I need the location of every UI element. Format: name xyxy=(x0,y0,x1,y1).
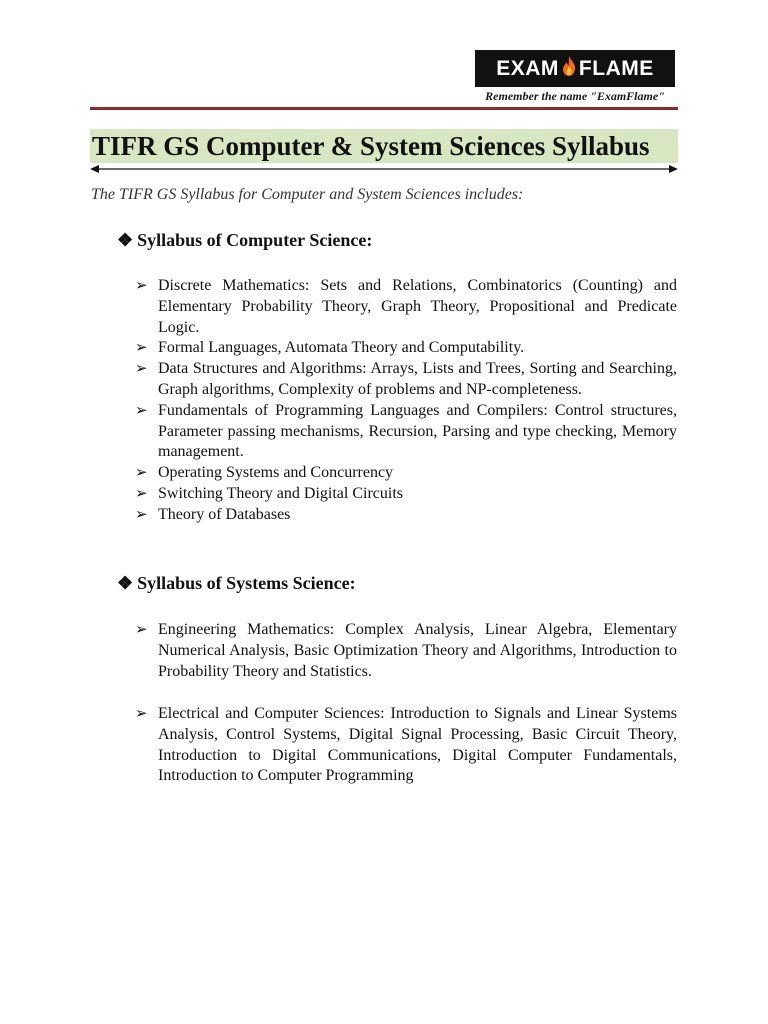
intro-text: The TIFR GS Syllabus for Computer and System Sciences includes: xyxy=(91,186,524,203)
logo-text-flame: FLAME xyxy=(578,56,654,80)
section-heading-computer-science: ❖ Syllabus of Computer Science: xyxy=(117,230,373,250)
list-item: ➢ Theory of Databases xyxy=(130,505,677,526)
arrow-bullet-icon: ➢ xyxy=(135,506,148,523)
arrow-bullet-icon: ➢ xyxy=(135,278,148,294)
list-item: ➢ Engineering Mathematics: Complex Analysis, Linear Algebra, Elementary Numerical Analysis, Basic Optimization Theory and Algorithms, Introduction to Probability Theory and Statistics. xyxy=(135,621,677,680)
arrow-bullet-icon: ➢ xyxy=(135,340,148,357)
arrow-bullet-icon: ➢ xyxy=(135,485,148,502)
systems-science-list-continued xyxy=(130,704,677,787)
list-item: ➢ Switching Theory and Digital Circuits xyxy=(130,484,677,505)
list-item: ➢ Discrete Mathematics: Sets and Relations, Combinatorics (Counting) and Elementary Probability Theory, Graph Theory, Propositional and Predicate Logic. xyxy=(135,277,677,336)
flame-icon xyxy=(562,56,576,82)
arrow-bullet-icon: ➢ xyxy=(135,402,148,419)
list-item: ➢ Operating Systems and Concurrency xyxy=(130,463,677,484)
list-item: ➢ Electrical and Computer Sciences: Introduction to Signals and Linear Systems Analysis, Control Systems, Digital Signal Processing, Basic Circuit Theory, Introduction to Digital Communications, Digital Computer Fundamentals, Introduction to Computer Programming xyxy=(135,705,677,785)
systems-science-list xyxy=(130,620,677,682)
list-item: ➢ Fundamentals of Programming Languages and Compilers: Control structures, Parameter passing mechanisms, Recursion, Parsing and type checking, Memory management. xyxy=(135,401,677,461)
double-arrow-rule xyxy=(90,162,678,176)
arrow-bullet-icon: ➢ xyxy=(135,361,148,378)
diamond-bullet-icon: ❖ xyxy=(117,230,134,250)
page-title: TIFR GS Computer & System Sciences Syllabus xyxy=(92,131,650,161)
tagline: Remember the name "ExamFlame" xyxy=(485,89,665,103)
list-item: ➢ Data Structures and Algorithms: Arrays, Lists and Trees, Sorting and Searching, Graph algorithms, Complexity of problems and NP-completeness. xyxy=(135,360,677,398)
arrow-bullet-icon: ➢ xyxy=(135,622,148,638)
header-divider xyxy=(90,107,678,110)
logo-text-exam: EXAM xyxy=(496,56,559,80)
computer-science-list xyxy=(130,276,677,526)
examflame-logo xyxy=(475,50,675,87)
section-heading-systems-science: ❖ Syllabus of Systems Science: xyxy=(117,573,356,593)
list-item: ➢ Formal Languages, Automata Theory and Computability. xyxy=(130,338,677,359)
arrow-bullet-icon: ➢ xyxy=(135,706,148,722)
arrow-bullet-icon: ➢ xyxy=(135,465,148,482)
diamond-bullet-icon: ❖ xyxy=(117,573,134,593)
